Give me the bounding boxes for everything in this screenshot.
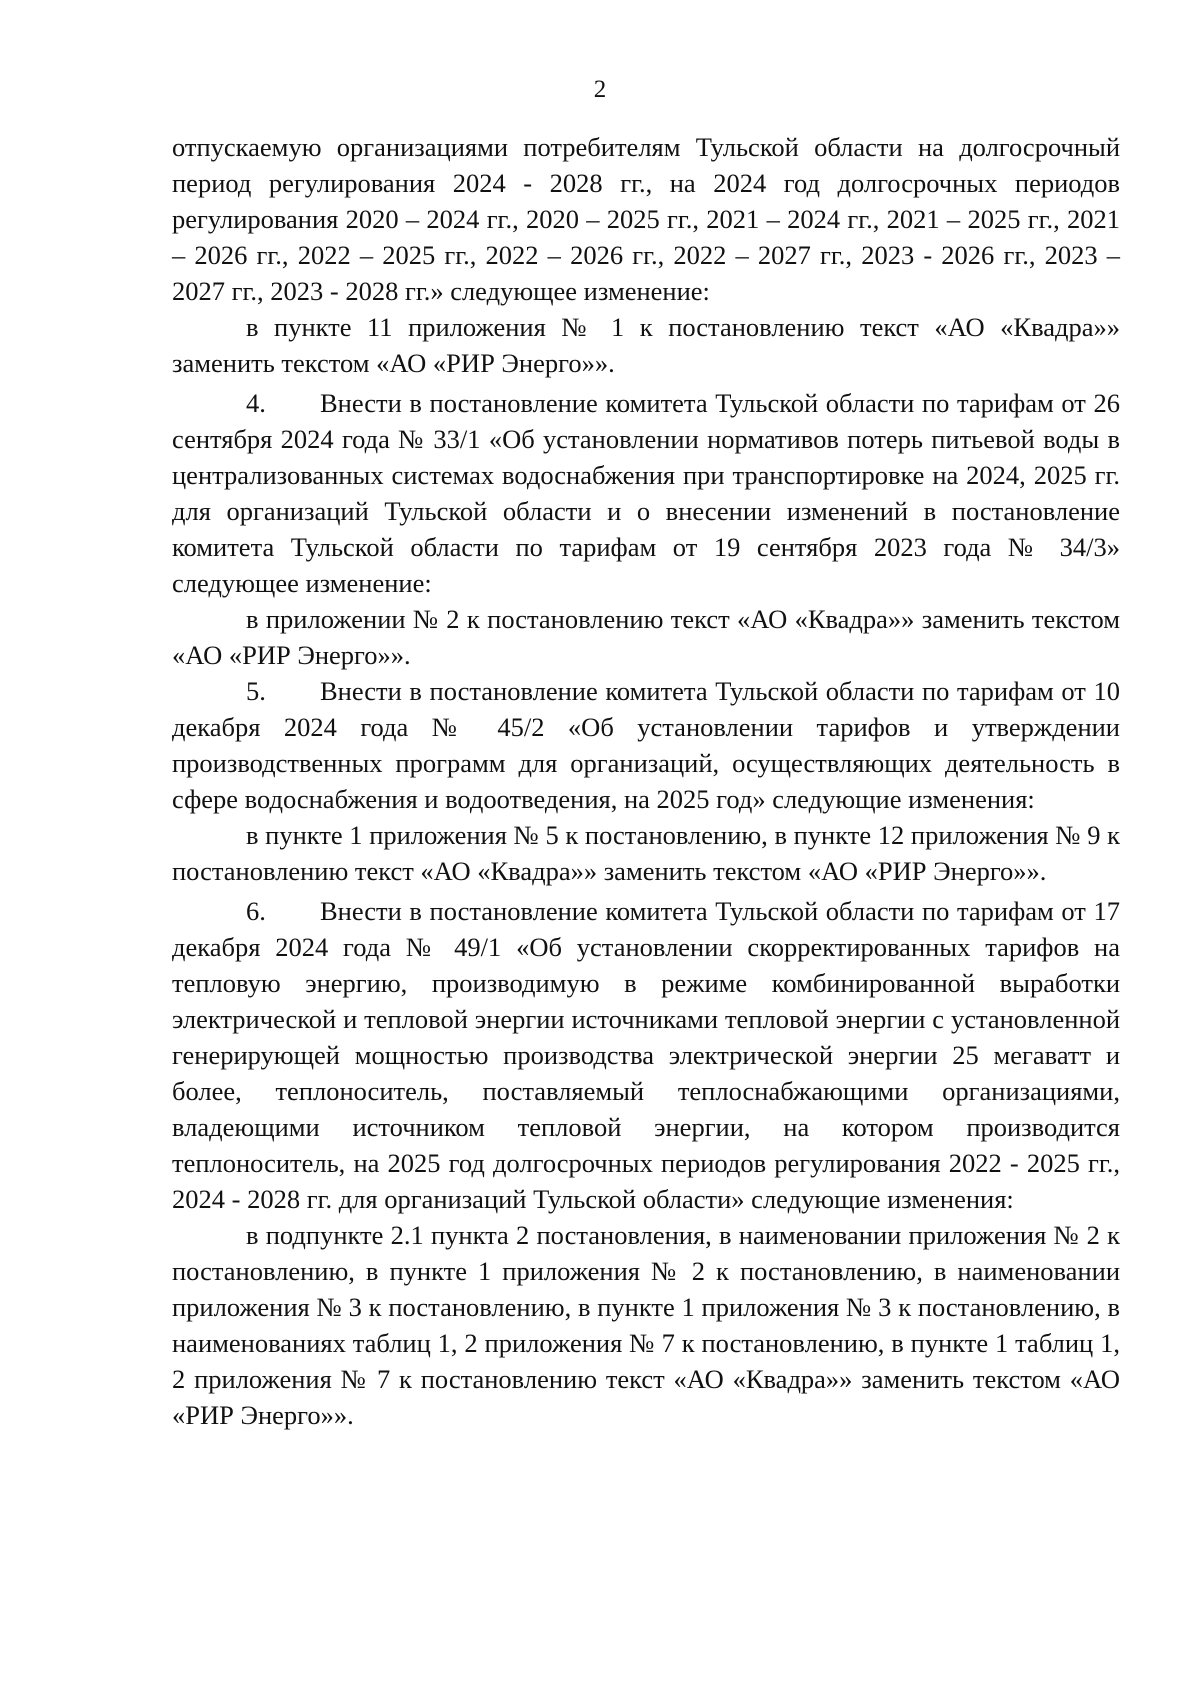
document-body [172,129,1120,1433]
paragraph-continuation: отпускаемую организациями потребителям Тульской области на долгосрочный период регулирования 2024 - 2028 гг., на 2024 год долгосрочных периодов регулирования 2020 – 2024 гг., 2020 – 2025 гг., 2021 – 2024 гг., 2021 – 2025 гг., 2021 – 2026 гг., 2022 – 2025 гг., 2022 – 2026 гг., 2022 – 2027 гг., 2023 - 2026 гг., 2023 – 2027 гг., 2023 - 2028 гг.» следующее изменение: [172,132,1120,306]
paragraph-change-2: в приложении № 2 к постановлению текст «АО «Квадра»» заменить текстом «АО «РИР Энерго»». [172,604,1120,670]
item-text-6: Внести в постановление комитета Тульской области по тарифам от 17 декабря 2024 года № 49/1 «Об установлении скорректированных тарифов на тепловую энергию, производимую в режиме комбинированной выработки электрической и тепловой энергии источниками тепловой энергии с установленной генерирующей мощностью производства электрической энергии 25 мегаватт и более, теплоноситель, поставляемый теплоснабжающими организациями, владеющими источником тепловой энергии, на котором производится теплоноситель, на 2025 год долгосрочных периодов регулирования 2022 - 2025 гг., 2024 - 2028 гг. для организаций Тульской области» следующие изменения: [172,896,1120,1214]
item-number-4: 4. [246,388,266,418]
paragraph-change-1: в пункте 11 приложения № 1 к постановлению текст «АО «Квадра»» заменить текстом «АО «РИР Энерго»». [172,312,1120,378]
item-text-4: Внести в постановление комитета Тульской области по тарифам от 26 сентября 2024 года № 33/1 «Об установлении нормативов потерь питьевой воды в централизованных системах водоснабжения при транспортировке на 2024, 2025 гг. для организаций Тульской области и о внесении изменений в постановление комитета Тульской области по тарифам от 19 сентября 2023 года № 34/3» следующее изменение: [172,388,1120,598]
paragraph-item-5 [172,673,1120,817]
item-number-5: 5. [246,676,266,706]
item-number-6: 6. [246,896,266,926]
paragraph-item-4 [172,385,1120,601]
paragraph-item-6 [172,893,1120,1217]
paragraph-change-4: в подпункте 2.1 пункта 2 постановления, в наименовании приложения № 2 к постановлению, в пункте 1 приложения № 2 к постановлению, в наименовании приложения № 3 к постановлению, в пункте 1 приложения № 3 к постановлению, в наименованиях таблиц 1, 2 приложения № 7 к постановлению, в пункте 1 таблиц 1, 2 приложения № 7 к постановлению текст «АО «Квадра»» заменить текстом «АО «РИР Энерго»». [172,1220,1120,1430]
page-number: 2 [593,76,607,103]
item-text-5: Внести в постановление комитета Тульской области по тарифам от 10 декабря 2024 года № 45/2 «Об установлении тарифов и утверждении производственных программ для организаций, осуществляющих деятельность в сфере водоснабжения и водоотведения, на 2025 год» следующие изменения: [172,676,1120,814]
paragraph-change-3: в пункте 1 приложения № 5 к постановлению, в пункте 12 приложения № 9 к постановлению текст «АО «Квадра»» заменить текстом «АО «РИР Энерго»». [172,820,1120,886]
